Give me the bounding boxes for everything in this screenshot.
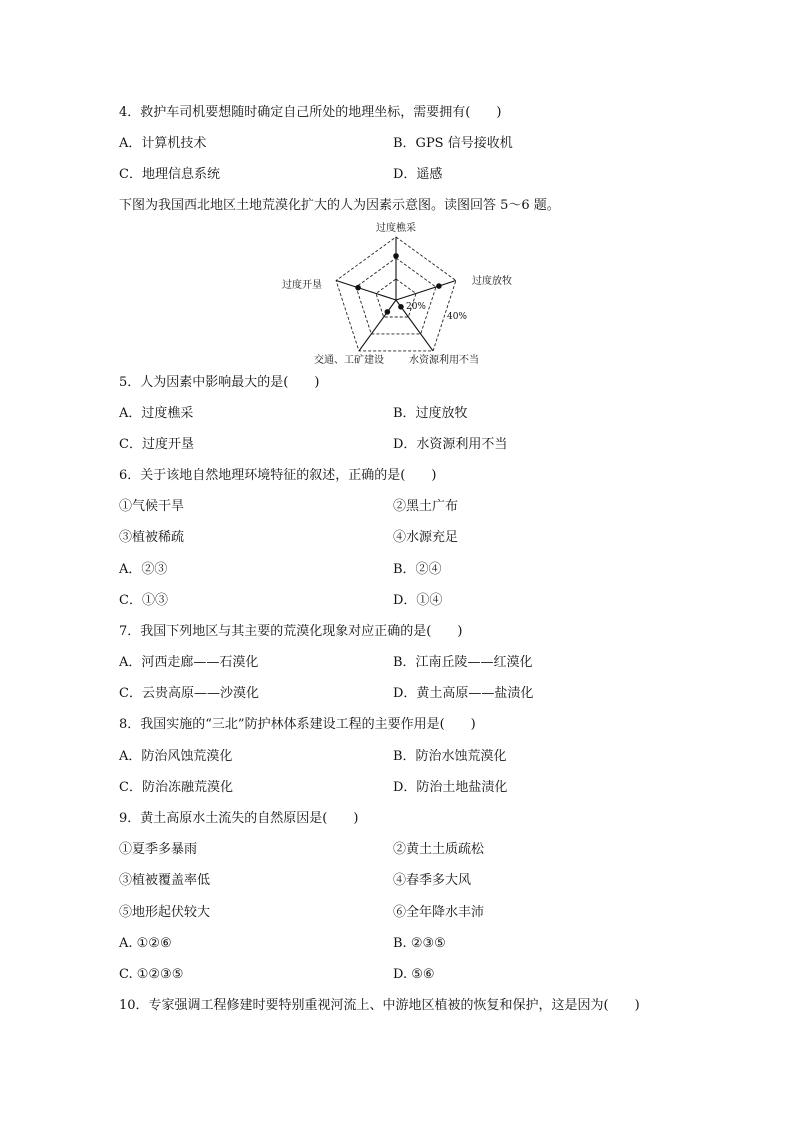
q9-option-d: D. ⑤⑥ bbox=[393, 967, 435, 982]
q6-item-2: ②黑土广布 bbox=[393, 499, 459, 514]
q6-item-1: ①气候干旱 bbox=[119, 499, 185, 514]
q8-stem: 8．我国实施的“三北”防护林体系建设工程的主要作用是( ) bbox=[119, 717, 476, 732]
q9-item-6: ⑥全年降水丰沛 bbox=[393, 905, 485, 920]
q9-stem: 9．黄土高原水土流失的自然原因是( ) bbox=[119, 811, 359, 826]
q9-item-3: ③植被覆盖率低 bbox=[119, 873, 211, 888]
q5-stem: 5．人为因素中影响最大的是( ) bbox=[119, 375, 320, 390]
q7-stem: 7．我国下列地区与其主要的荒漠化现象对应正确的是( ) bbox=[119, 624, 463, 639]
radar-ring-label-40: 40% bbox=[446, 312, 468, 322]
q6-item-3: ③植被稀疏 bbox=[119, 530, 185, 545]
q9-item-2: ②黄土土质疏松 bbox=[393, 842, 485, 857]
q8-option-b: B．防治水蚀荒漠化 bbox=[393, 749, 507, 764]
radar-point-4 bbox=[385, 309, 391, 315]
q6-option-c: C．①③ bbox=[119, 593, 168, 608]
radar-label-bottom-right: 水资源利用不当 bbox=[409, 355, 479, 366]
q9-option-a: A. ①②⑥ bbox=[119, 936, 172, 951]
radar-label-right: 过度放牧 bbox=[472, 276, 512, 287]
q7-option-c: C．云贵高原——沙漠化 bbox=[119, 686, 259, 701]
radar-label-bottom-left: 交通、工矿建设 bbox=[314, 355, 384, 366]
q5-option-a: A．过度樵采 bbox=[119, 406, 194, 421]
radar-ring-label-20: 20% bbox=[405, 302, 427, 312]
q9-item-1: ①夏季多暴雨 bbox=[119, 842, 198, 857]
q8-option-a: A．防治风蚀荒漠化 bbox=[119, 749, 233, 764]
q7-option-d: D．黄土高原——盐渍化 bbox=[393, 686, 534, 701]
q6-option-b: B．②④ bbox=[393, 562, 442, 577]
q9-item-5: ⑤地形起伏较大 bbox=[119, 905, 211, 920]
radar-point-3 bbox=[398, 304, 404, 310]
intro-5-6: 下图为我国西北地区土地荒漠化扩大的人为因素示意图。读图回答 5～6 题。 bbox=[119, 198, 560, 213]
q8-option-c: C．防治冻融荒漠化 bbox=[119, 780, 233, 795]
radar-chart bbox=[270, 218, 530, 370]
q7-option-b: B．江南丘陵——红漠化 bbox=[393, 655, 533, 670]
q8-option-d: D．防治土地盐渍化 bbox=[393, 780, 508, 795]
radar-point-1 bbox=[393, 253, 399, 259]
q7-option-a: A．河西走廊——石漠化 bbox=[119, 655, 259, 670]
q6-item-4: ④水源充足 bbox=[393, 530, 459, 545]
q6-stem: 6．关于该地自然地理环境特征的叙述，正确的是( ) bbox=[119, 468, 437, 483]
q4-stem: 4．救护车司机要想随时确定自己所处的地理坐标，需要拥有( ) bbox=[119, 105, 502, 120]
q5-option-d: D．水资源利用不当 bbox=[393, 437, 508, 452]
q4-option-b: B．GPS 信号接收机 bbox=[393, 136, 513, 151]
radar-axis-2 bbox=[396, 281, 456, 300]
q9-option-b: B. ②③⑤ bbox=[393, 936, 446, 951]
radar-label-left: 过度开垦 bbox=[282, 280, 322, 291]
radar-point-5 bbox=[355, 285, 361, 291]
radar-label-top: 过度樵采 bbox=[376, 223, 416, 234]
q6-option-a: A．②③ bbox=[119, 562, 168, 577]
q4-option-d: D．遥感 bbox=[393, 167, 443, 182]
radar-axis-4 bbox=[359, 300, 396, 351]
radar-point-2 bbox=[436, 283, 442, 289]
q10-stem: 10．专家强调工程修建时要特别重视河流上、中游地区植被的恢复和保护，这是因为( ) bbox=[119, 998, 640, 1013]
radar-axis-5 bbox=[336, 281, 396, 300]
q4-option-c: C．地理信息系统 bbox=[119, 167, 220, 182]
q6-option-d: D．①④ bbox=[393, 593, 443, 608]
q5-option-b: B．过度放牧 bbox=[393, 406, 468, 421]
q9-item-4: ④春季多大风 bbox=[393, 873, 472, 888]
q9-option-c: C. ①②③⑤ bbox=[119, 967, 184, 982]
q5-option-c: C．过度开垦 bbox=[119, 437, 194, 452]
q4-option-a: A．计算机技术 bbox=[119, 136, 207, 151]
